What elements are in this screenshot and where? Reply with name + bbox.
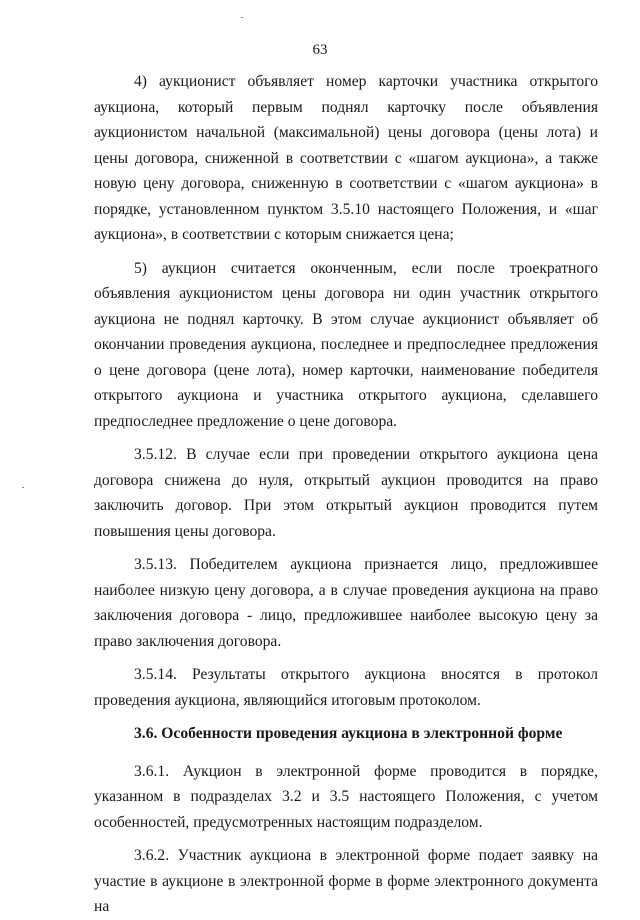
- scan-mark: [22, 487, 24, 488]
- paragraph-3-5-12: 3.5.12. В случае если при проведении открытого аукциона цена договора снижена до нуля, открытый аукцион проводится на право заключить договор. При этом открытый аукцион проводится путем повышения цены договора.: [94, 446, 598, 540]
- scan-mark: [241, 17, 243, 18]
- paragraph-3-6-2: 3.6.2. Участник аукциона в электронной форме подает заявку на участие в аукционе в электронной форме в форме электронного документа на: [94, 847, 598, 915]
- section-heading: 3.6. Особенности проведения аукциона в электронной форме: [134, 725, 563, 742]
- paragraph-3-5-13: 3.5.13. Победителем аукциона признается лицо, предложившее наиболее низкую цену договора, а в случае проведения аукциона на право заключения договора - лицо, предложившее наиболее высокую цену за право заключения договора.: [94, 556, 598, 650]
- paragraph-item-4: 4) аукционист объявляет номер карточки участника открытого аукциона, который первым поднял карточку после объявления аукционистом начальной (максимальной) цены договора (цены лота) и цены договора, сниженной в соответствии с «шагом аукциона», а также новую цену договора, сниженную в соответствии с «шагом аукциона» в порядке, установленном пунктом 3.5.10 настоящего Положения, и «шаг аукциона», в соответствии с которым снижается цена;: [94, 73, 598, 243]
- page-number: 63: [312, 42, 328, 58]
- paragraph-3-5-14: 3.5.14. Результаты открытого аукциона вносятся в протокол проведения аукциона, являющийся итоговым протоколом.: [94, 666, 598, 709]
- paragraph-3-6-1: 3.6.1. Аукцион в электронной форме проводится в порядке, указанном в подразделах 3.2 и 3.5 настоящего Положения, с учетом особенностей, предусмотренных настоящим подразделом.: [94, 762, 598, 831]
- paragraph-item-5: 5) аукцион считается оконченным, если после троекратного объявления аукционистом цены договора ни один участник открытого аукциона не поднял карточку. В этом случае аукционист объявляет об окончании проведения аукциона, последнее и предпоследнее предложения о цене договора (цене лота), номер карточки, наименование победителя открытого аукциона и участника открытого аукциона, сделавшего предпоследнее предложение о цене договора.: [94, 259, 598, 430]
- document-body: [94, 69, 598, 920]
